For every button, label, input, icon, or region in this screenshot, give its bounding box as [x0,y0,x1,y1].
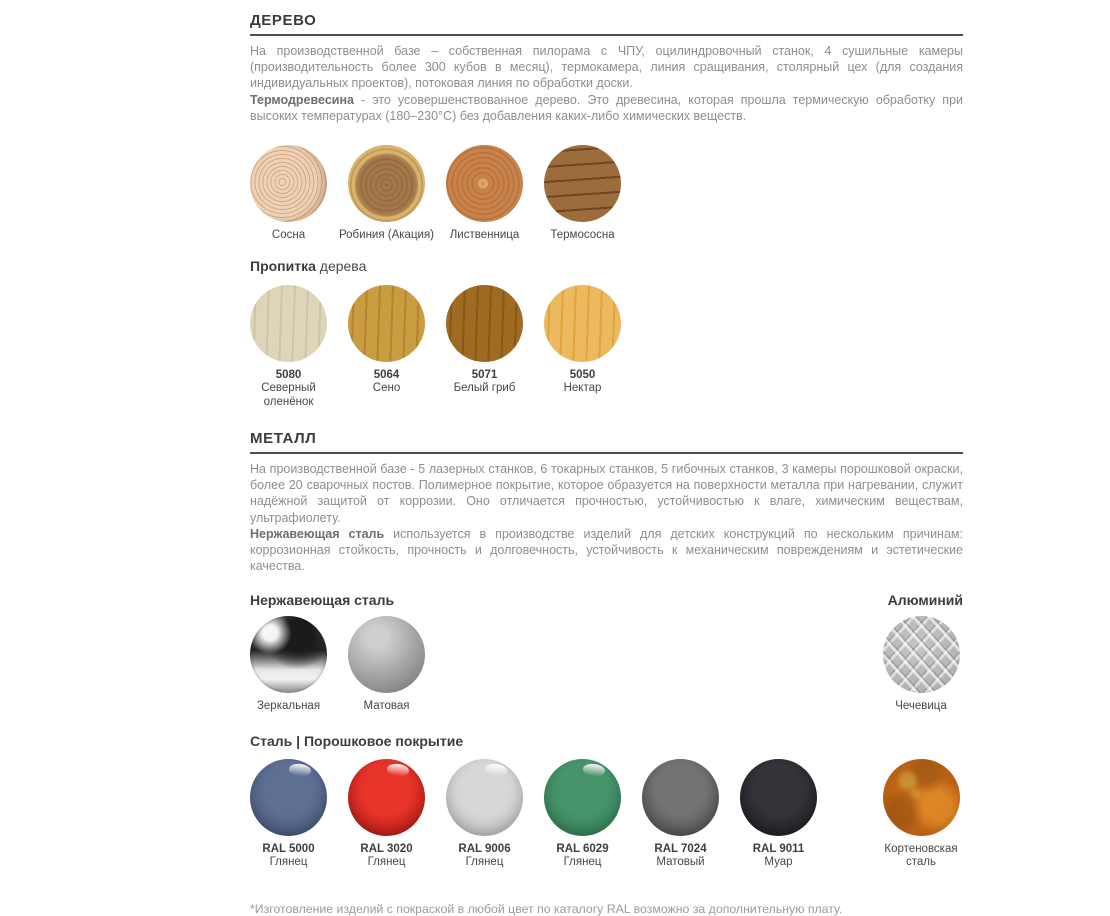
ral-finish: Глянец [269,856,308,869]
stainless-paragraph [250,526,963,575]
swatch-label: Лиственница [449,229,520,242]
metal-section-title: МЕТАЛЛ [250,430,963,454]
ral-3020-swatch [348,759,425,836]
aluminum-title: Алюминий [887,592,963,609]
ral-finish: Муар [764,856,793,869]
impregnation-5080-swatch [250,285,327,362]
impregnation-5050-swatch [544,285,621,362]
stainless-cell [348,616,425,714]
ral-finish: Матовый [656,856,705,869]
impregnation-title-bold: Пропитка [250,257,316,274]
swatch-label: Робиния (Акация) [339,229,435,242]
impregnation-row [250,285,963,410]
impregnation-name: Нектар [563,382,602,395]
wood-species-cell [339,145,435,243]
ral-5000-swatch [250,759,327,836]
ral-code: RAL 6029 [556,842,609,855]
wood-section-title: ДЕРЕВО [250,12,963,36]
impregnation-name: Белый гриб [453,382,516,395]
page-content [250,12,963,916]
pine-swatch [250,145,327,222]
stainless-row [250,616,963,714]
metal-intro-paragraph [250,461,963,526]
swatch-label: Термососна [550,229,615,242]
robinia-swatch [348,145,425,222]
aluminum-diamond-plate-swatch [883,616,960,693]
impregnation-name: Северный оленёнок [261,382,316,408]
impregnation-title-light: дерева [315,257,367,274]
powder-cell [544,759,621,870]
swatch-label: Зеркальная [256,700,321,713]
ral-7024-swatch [642,759,719,836]
powder-coating-title: Сталь | Порошковое покрытие [250,732,464,749]
impregnation-5071-swatch [446,285,523,362]
powder-cell [348,759,425,870]
thermowood-paragraph [250,92,963,124]
impregnation-cell [250,285,327,410]
wood-species-cell [250,145,327,243]
thermopine-swatch [544,145,621,222]
impregnation-title [250,258,963,274]
ral-code: RAL 7024 [654,842,707,855]
ral-code: RAL 9006 [458,842,511,855]
impregnation-code: 5080 [275,368,302,381]
impregnation-cell [544,285,621,396]
swatch-label [654,843,706,870]
powder-coating-row [250,759,963,870]
stainless-term: Нержавеющая сталь [250,526,385,541]
wood-section [250,12,963,409]
mirror-steel-swatch [250,616,327,693]
swatch-label [360,843,412,870]
stainless-title: Нержавеющая сталь [250,592,395,609]
powder-cell [642,759,719,870]
swatch-label [753,843,805,870]
ral-9011-swatch [740,759,817,836]
stainless-cell [250,616,327,714]
ral-9006-swatch [446,759,523,836]
impregnation-code: 5064 [373,368,400,381]
ral-code: RAL 5000 [262,842,315,855]
aluminum-cell [879,616,963,714]
matte-steel-swatch [348,616,425,693]
impregnation-code: 5050 [569,368,596,381]
larch-swatch [446,145,523,222]
impregnation-name: Сено [372,382,401,395]
thermowood-term: Термодревесина [250,92,354,107]
powder-cell [250,759,327,870]
metal-subtitles-row [250,592,963,608]
swatch-label: Чечевица [895,700,947,713]
ral-finish: Глянец [563,856,602,869]
wood-intro-paragraph [250,43,963,92]
thermowood-text: - это усовершенствованное дерево. Это древесина, которая прошла термическую обработку при высоких температурах (180–230°C) без добавления каких-либо химических веществ. [250,92,963,123]
swatch-label [250,369,327,410]
corten-cell [879,759,963,870]
swatch-label [373,369,400,396]
swatch-label: Сосна [271,229,306,242]
wood-species-cell [544,145,621,243]
impregnation-cell [348,285,425,396]
impregnation-cell [446,285,523,396]
ral-footnote: *Изготовление изделий с покраской в любой цвет по каталогу RAL возможно за дополнительную плату. [250,901,843,916]
swatch-label: Матовая [363,700,410,713]
metal-section [250,430,963,916]
wood-species-row [250,145,963,243]
powder-cell [740,759,817,870]
stainless-text: используется в производстве изделий для детских конструкций по нескольким причинам: коррозионная стойкость, прочность и долговечность, устойчивость к механическим повреждениям и эстетические качества. [250,526,963,574]
metal-intro-text: На производственной базе - 5 лазерных станков, 6 токарных станков, 5 гибочных станков, 3 камеры порошковой окраски, более 20 сварочных постов. Полимерное покрытие, которое образуется на поверхности металла при нагревании, служит надёжной защитой от коррозии. Оно отличается прочностью, устойчивостью к влаге, химическим веществам, ультрафиолету. [250,462,963,525]
ral-6029-swatch [544,759,621,836]
ral-code: RAL 3020 [360,842,413,855]
wood-intro-text: На производственной базе – собственная пилорама с ЧПУ, оцилиндровочный станок, 4 сушильные камеры (производительность более 300 кубов в месяц), термокамера, линия сращивания, столярный цех (для создания индивидуальных проектов), потоковая линия по обработки доски. [250,44,963,91]
impregnation-5064-swatch [348,285,425,362]
ral-finish: Глянец [367,856,406,869]
corten-steel-swatch [883,759,960,836]
powder-cell [446,759,523,870]
swatch-label [458,843,510,870]
impregnation-code: 5071 [471,368,498,381]
swatch-label [564,369,602,396]
swatch-label [262,843,314,870]
ral-finish: Глянец [465,856,504,869]
ral-code: RAL 9011 [752,842,805,855]
swatch-label: Кортеновская сталь [884,842,958,869]
swatch-label [454,369,516,396]
swatch-label [556,843,608,870]
wood-species-cell [446,145,523,243]
